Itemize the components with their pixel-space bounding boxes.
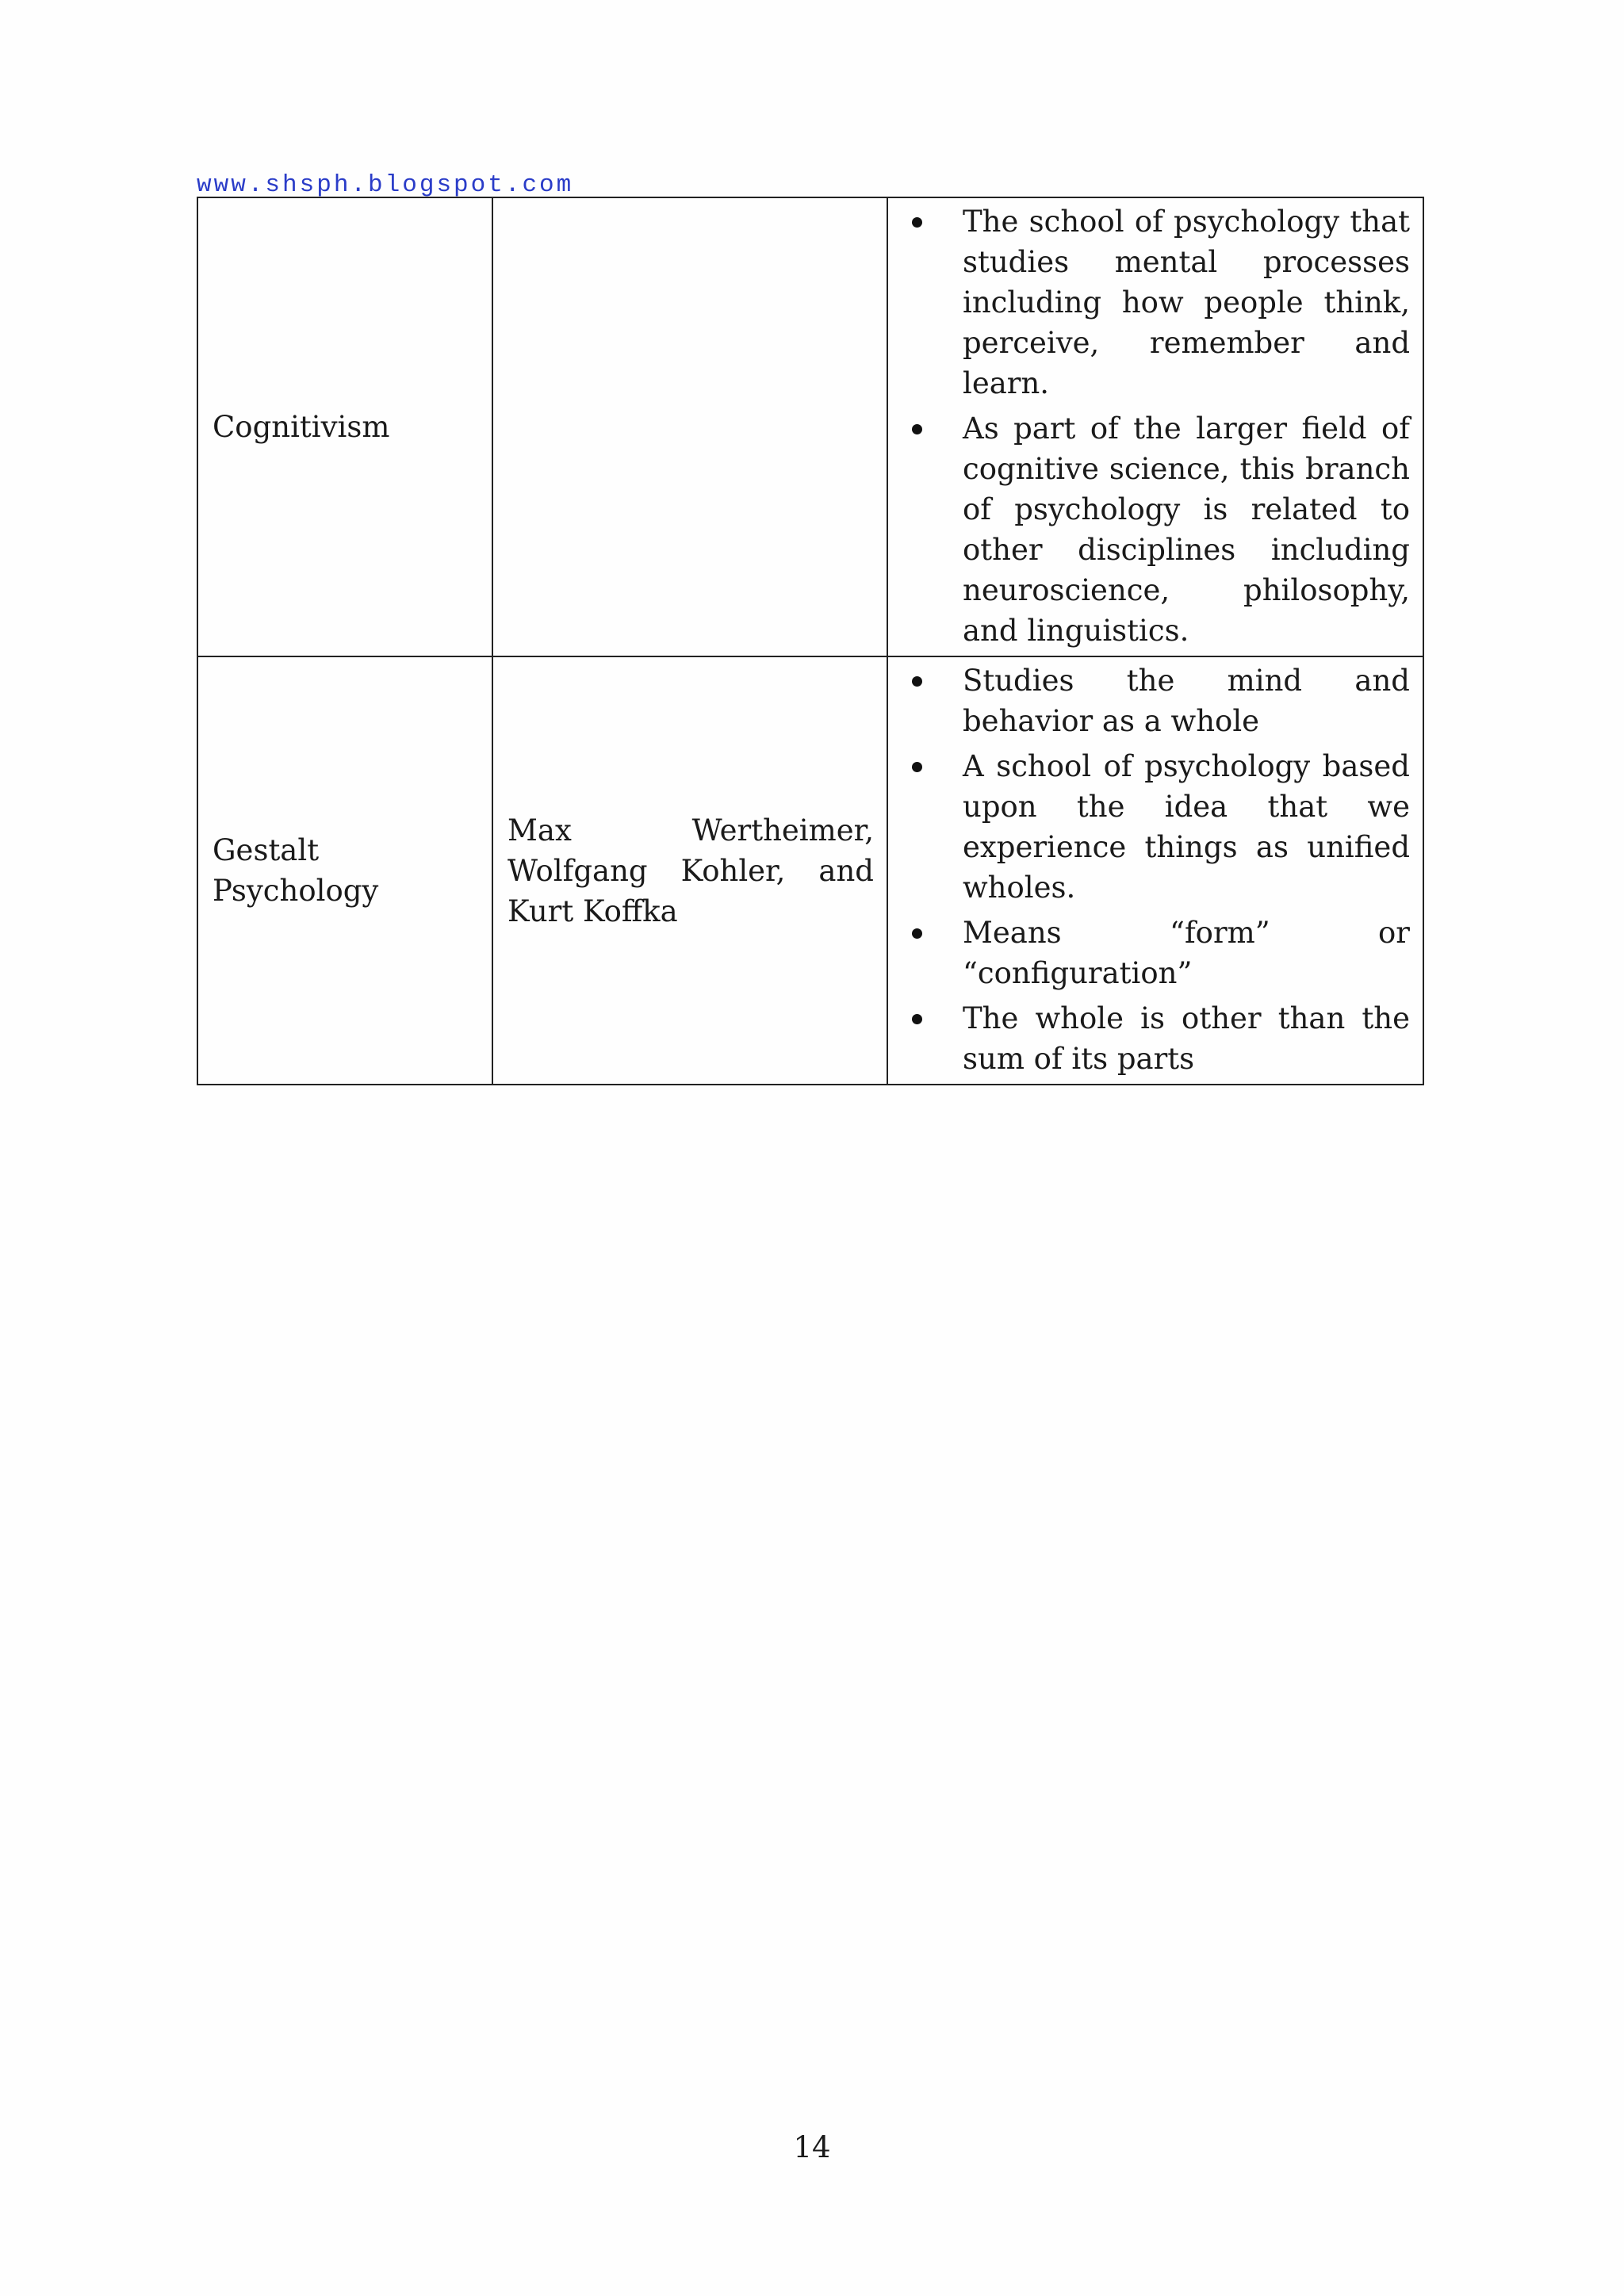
description-item: The school of psychology that studies mental processes including how people think, perceive, remember and learn. (902, 201, 1410, 404)
description-item: As part of the larger field of cognitive science, this branch of psychology is related to other disciplines including neuroscience, philosophy, and linguistics. (902, 408, 1410, 651)
description-item: The whole is other than the sum of its parts (902, 998, 1410, 1079)
description-cell (887, 656, 1423, 1085)
description-item: Studies the mind and behavior as a whole (902, 660, 1410, 741)
school-name-cell: Gestalt Psychology (197, 656, 492, 1085)
school-name-cell: Cognitivism (197, 197, 492, 656)
table-row-gestalt (197, 656, 1423, 1085)
founders-cell (492, 197, 887, 656)
table-row-cognitivism (197, 197, 1423, 656)
blog-url-link[interactable]: www.shsph.blogspot.com (197, 171, 574, 199)
description-item: Means “form” or “configuration” (902, 913, 1410, 993)
founders-cell: Max Wertheimer, Wolfgang Kohler, and Kurt Koffka (492, 656, 887, 1085)
description-cell (887, 197, 1423, 656)
description-list (902, 660, 1410, 1079)
page-number: 14 (793, 2130, 831, 2164)
description-item: A school of psychology based upon the idea that we experience things as unified wholes. (902, 746, 1410, 908)
description-list (902, 201, 1410, 651)
psychology-schools-table (197, 197, 1424, 1085)
